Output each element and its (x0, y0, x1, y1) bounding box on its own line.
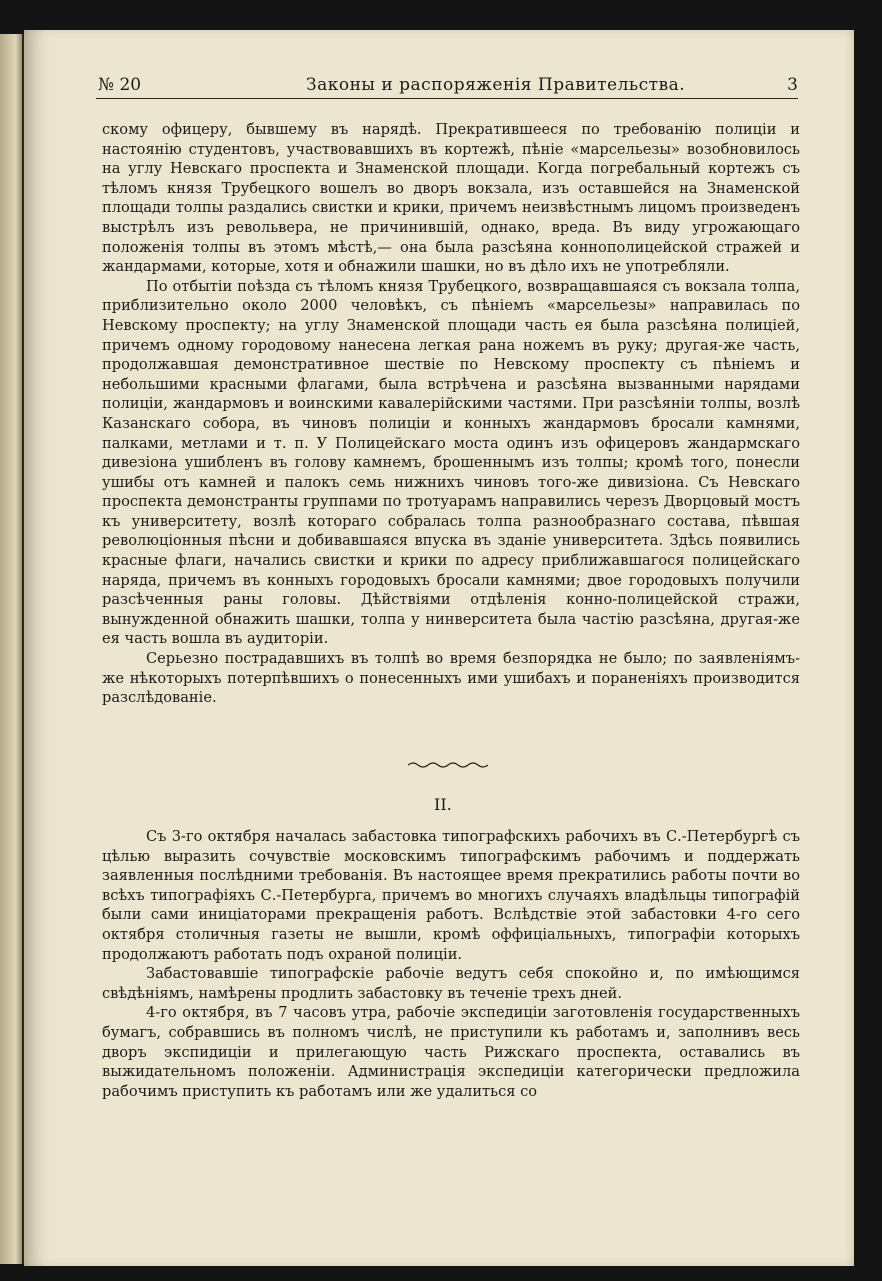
text-block-part-one (102, 120, 800, 708)
paragraph: 4-го октября, въ 7 часовъ утра, рабочіе экспедиціи заготовленія государственныхъ бумагъ, собравшись въ полномъ числѣ, не приступили къ работамъ и, заполнивъ весь дворъ экспидиціи и прилегающую часть Рижскаго проспекта, оставались въ выжидательномъ положеніи. Администрація экспедиціи категорически предложила рабочимъ приступить къ работамъ или же удалиться со (102, 1004, 800, 1100)
paragraph: По отбытіи поѣзда съ тѣломъ князя Трубецкого, возвращавшаяся съ вокзала толпа, приблизительно около 2000 человѣкъ, съ пѣніемъ «марсельезы» направилась по Невскому проспекту; на углу Знаменской площади часть ея была разсѣяна полиціей, причемъ одному городовому нанесена легкая рана ножемъ въ руку; другая-же часть, продолжавшая демонстративное шествіе по Невскому проспекту съ пѣніемъ и небольшими красными флагами, была встрѣчена и разсѣяна вызванными нарядами полиціи, жандармовъ и воинскими кавалерійскими частями. При разсѣяніи толпы, возлѣ Казанскаго собора, въ чиновъ полиціи и конныхъ жандармовъ бросали камнями, палками, метлами и т. п. У Полицейскаго моста одинъ изъ офицеровъ жандармскаго дивезіона ушибленъ въ голову камнемъ, брошеннымъ изъ толпы; кромѣ того, понесли ушибы отъ камней и палокъ семь нижнихъ чиновъ того-же дивизіона. Съ Невскаго проспекта демонстранты группами по тротуарамъ направились черезъ Дворцовый мостъ къ университету, возлѣ котораго собралась толпа разнообразнаго состава, пѣвшая революціонныя пѣсни и добивавшаяся впуска въ зданіе университета. Здѣсь появились красные флаги, начались свистки и крики по адресу приближавшагося полицейскаго наряда, причемъ въ конныхъ городовыхъ бросали камнями; двое городовыхъ получили разсѣченныя раны головы. Дѣйствіями отдѣленія конно-полицейской стражи, вынужденной обнажить шашки, толпа у нинверситета была частію разсѣяна, другая-же ея часть вошла въ аудиторіи. (102, 277, 800, 648)
paragraph: Серьезно пострадавшихъ въ толпѣ во время безпорядка не было; по заявленіямъ-же нѣкоторыхъ потерпѣвшихъ о понесенныхъ ими ушибахъ и пораненіяхъ производится разслѣдованіе. (102, 650, 800, 707)
text-block-part-two (102, 827, 800, 1101)
page-number: 3 (787, 75, 798, 95)
book-page (24, 30, 854, 1266)
running-title: Законы и распоряженія Правительства. (306, 75, 686, 95)
paragraph: Забастовавшіе типографскіе рабочіе ведутъ себя спокойно и, по имѣющимся свѣдѣніямъ, намѣрены продлить забастовку въ теченіе трехъ дней. (102, 965, 800, 1002)
previous-page-edge (0, 34, 24, 1264)
paragraph: скому офицеру, бывшему въ нарядѣ. Прекратившееся по требованію полиціи и настоянію студентовъ, участвовавшихъ въ кортежѣ, пѣніе «марсельезы» возобновилось на углу Невскаго проспекта и Знаменской площади. Когда погребальный кортежъ съ тѣломъ князя Трубецкого вошелъ во дворъ вокзала, изъ оставшейся на Знаменской площади толпы раздались свистки и крики, причемъ неизвѣстнымъ лицомъ произведенъ выстрѣлъ изъ револьвера, не причинившій, однако, вреда. Въ виду угрожающаго положенія толпы въ этомъ мѣстѣ,— она была разсѣяна коннополицейской стражей и жандармами, которые, хотя и обнажили шашки, но въ дѣло ихъ не употребляли. (102, 121, 800, 276)
paragraph: Съ 3-го октября началась забастовка типографскихъ рабочихъ въ С.-Петербургѣ съ цѣлью выразить сочувствіе московскимъ типографскимъ рабочимъ и поддержать заявленныя послѣдними требованія. Въ настоящее время прекратились работы почти во всѣхъ типографіяхъ С.-Петербурга, причемъ во многихъ случаяхъ владѣльцы типографій были сами иниціаторами прекращенія работъ. Вслѣдствіе этой забастовки 4-го сего октября столичныя газеты не вышли, кромѣ оффиціальныхъ, типографіи которыхъ продолжаютъ работать подъ охраной полиціи. (102, 828, 800, 963)
section-heading: II. (434, 795, 452, 814)
issue-number: № 20 (98, 75, 142, 95)
running-head (98, 72, 798, 98)
header-rule (96, 98, 798, 99)
wavy-divider-ornament (408, 760, 488, 770)
